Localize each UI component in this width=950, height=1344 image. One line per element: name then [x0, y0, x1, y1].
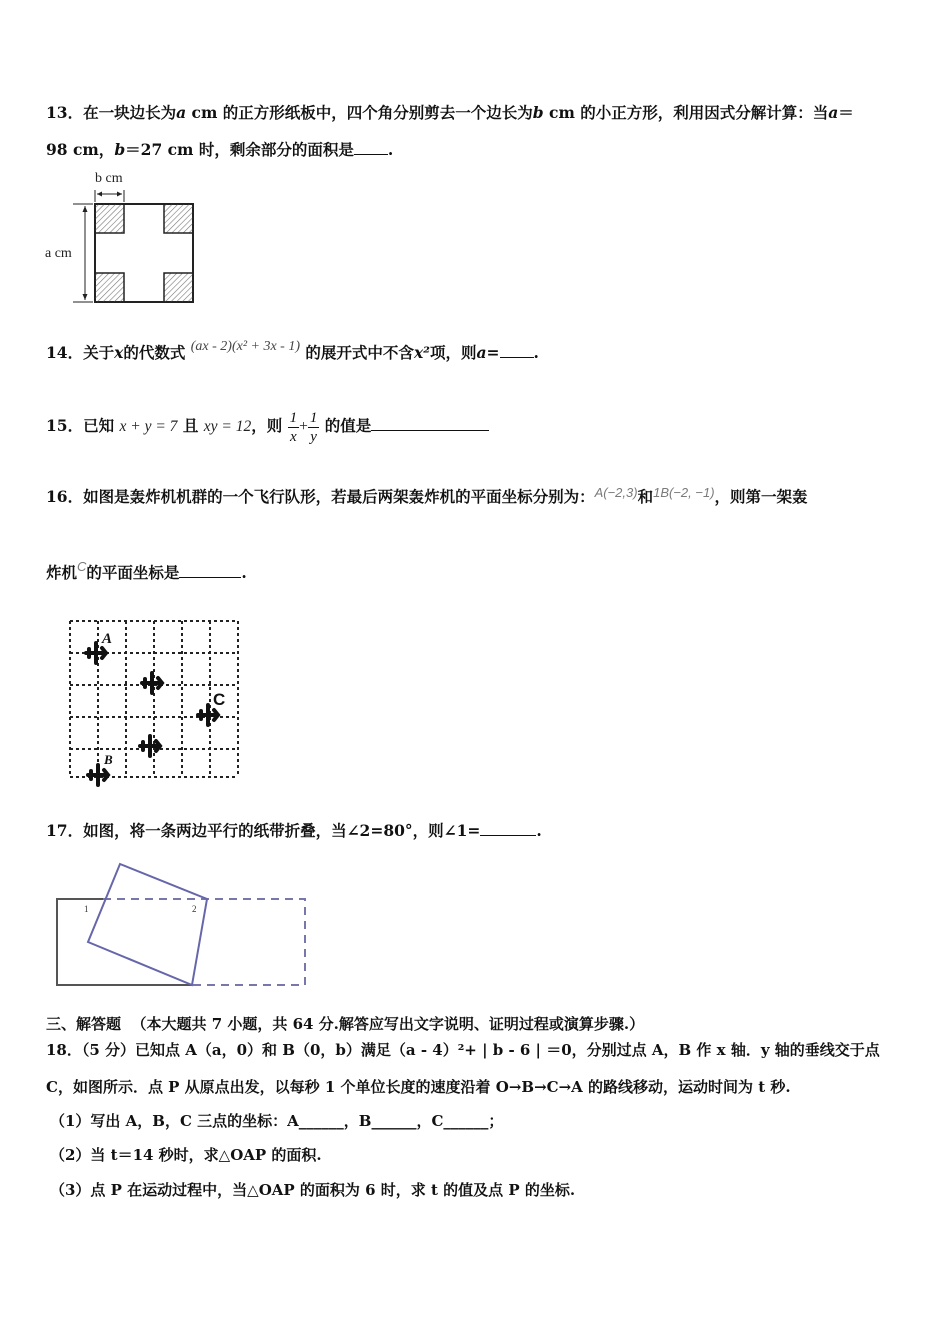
- q16-line2: [46, 559, 247, 584]
- q18-sub3: （3）点 P 在运动过程中，当△OAP 的面积为 6 时，求 t 的值及点 P 的坐标.: [50, 1181, 576, 1199]
- q13-text-c: cm 的小正方形，利用因式分解计算：当: [543, 103, 829, 122]
- q17-line: [46, 821, 542, 841]
- q15-answer-blank[interactable]: [371, 418, 489, 431]
- q15-plus: +: [299, 418, 308, 435]
- q17-label-1: 1: [84, 904, 89, 914]
- q16-label-c: C: [213, 690, 226, 709]
- q13-corner-tl: [95, 204, 124, 233]
- q16-plane-b: [88, 765, 108, 785]
- q14-answer-blank[interactable]: [500, 345, 534, 358]
- q15-prefix: 15．已知: [46, 416, 115, 435]
- q13-line2-a: 98 cm，: [46, 140, 115, 159]
- q15-line: [46, 408, 489, 446]
- q16-plane-4: [140, 736, 160, 756]
- q13-text-eq: ＝: [838, 103, 854, 122]
- q13-label-a: a cm: [45, 246, 72, 261]
- q15-frac-2: $\frac{1}{y}$: [309, 409, 318, 445]
- q13-corner-tr: [164, 204, 193, 233]
- q13-square-figure: [44, 168, 204, 308]
- q13-line2-var-b: b: [114, 140, 126, 159]
- q15-cond2: xy = 12: [203, 418, 252, 435]
- q14-term: x²: [413, 343, 430, 362]
- q14-eq: =: [486, 343, 500, 362]
- q13-corner-bl: [95, 273, 124, 302]
- q15-then: ，则: [251, 416, 283, 435]
- q16-text2: 炸机: [46, 563, 78, 582]
- q16-text1: 16．如图是轰炸机机群的一个飞行队形，若最后两架轰炸机的平面坐标分别为：: [46, 487, 595, 506]
- q16-plane-2: [142, 673, 162, 693]
- q13-line2: [46, 140, 393, 160]
- q13-answer-blank[interactable]: [354, 142, 388, 155]
- q15-cond1: x + y = 7: [119, 418, 178, 435]
- q17-folded-strip: [52, 858, 312, 994]
- q18-sub2: （2）当 t＝14 秒时，求△OAP 的面积.: [50, 1146, 322, 1164]
- q15-suffix: 的值是: [324, 416, 372, 435]
- q13-var-a: a: [176, 103, 187, 122]
- q16-answer-blank[interactable]: [179, 565, 241, 578]
- q13-text-b: cm 的正方形纸板中，四个角分别剪去一个边长为: [186, 103, 533, 122]
- section3-heading: [46, 1014, 644, 1034]
- section3-note: （本大题共 7 小题，共 64 分.解答应写出文字说明、证明过程或演算步骤.）: [131, 1015, 645, 1033]
- q14-prefix: 14．关于: [46, 343, 115, 362]
- q16-label-a: A: [102, 631, 113, 647]
- q16-text1-end: ，则第一架轰: [714, 487, 808, 506]
- q17-text: 17．如图，将一条两边平行的纸带折叠，当∠2=80°，则∠1=: [46, 821, 481, 840]
- q16-coord-a: A(−2,3): [594, 485, 638, 500]
- q13-line2-end: .: [387, 140, 394, 159]
- q18-line1: 18．（5 分）已知点 A（a，0）和 B（0，b）满足（a - 4）²+ | b - 6 | ＝0，分别过点 A，B 作 x 轴．y 轴的垂线交于点: [46, 1041, 880, 1059]
- q13-line2-c: ＝27 cm 时，剩余部分的面积是: [125, 140, 354, 159]
- q16-label-b: B: [104, 752, 113, 767]
- q14-expression: (ax - 2)(x² + 3x - 1): [190, 339, 301, 354]
- q16-var-c: C: [77, 559, 87, 574]
- q16-end: .: [241, 563, 247, 582]
- q17-answer-blank[interactable]: [480, 823, 536, 836]
- q16-and: 和: [637, 487, 654, 506]
- q14-line: [46, 339, 539, 365]
- q13-corner-br: [164, 273, 193, 302]
- q16-text2-b: 的平面坐标是: [86, 563, 180, 582]
- q16-bomber-grid: [62, 615, 246, 787]
- q13-text-a: 13．在一块边长为: [46, 103, 177, 122]
- q18-sub1: （1）写出 A，B，C 三点的坐标：A______，B______，C______；: [50, 1112, 504, 1130]
- q13-var-b: b: [532, 103, 544, 122]
- q14-suffix2: 项，则: [429, 343, 477, 362]
- q13-label-b: b cm: [95, 171, 123, 186]
- q17-label-2: 2: [192, 904, 197, 914]
- q14-var-x: x: [114, 343, 124, 362]
- q13-line1: [46, 103, 854, 123]
- q14-mid: 的代数式: [123, 343, 186, 362]
- q16-coord-b: 1B(−2, −1): [653, 485, 715, 500]
- q18-line2: C，如图所示．点 P 从原点出发，以每秒 1 个单位长度的速度沿着 O→B→C→A 的路线移动，运动时间为 t 秒.: [46, 1078, 791, 1096]
- q14-suffix: 的展开式中不含: [305, 343, 414, 362]
- q13-var-a2: a: [828, 103, 839, 122]
- q15-and: 且: [182, 416, 199, 435]
- q16-line1: [46, 487, 808, 508]
- q14-end: .: [533, 343, 539, 362]
- section3-title: 三、解答题: [46, 1015, 122, 1033]
- q14-var-a: a: [476, 343, 487, 362]
- q15-frac-1: $\frac{1}{x}$: [289, 409, 298, 445]
- q17-end: .: [536, 821, 542, 840]
